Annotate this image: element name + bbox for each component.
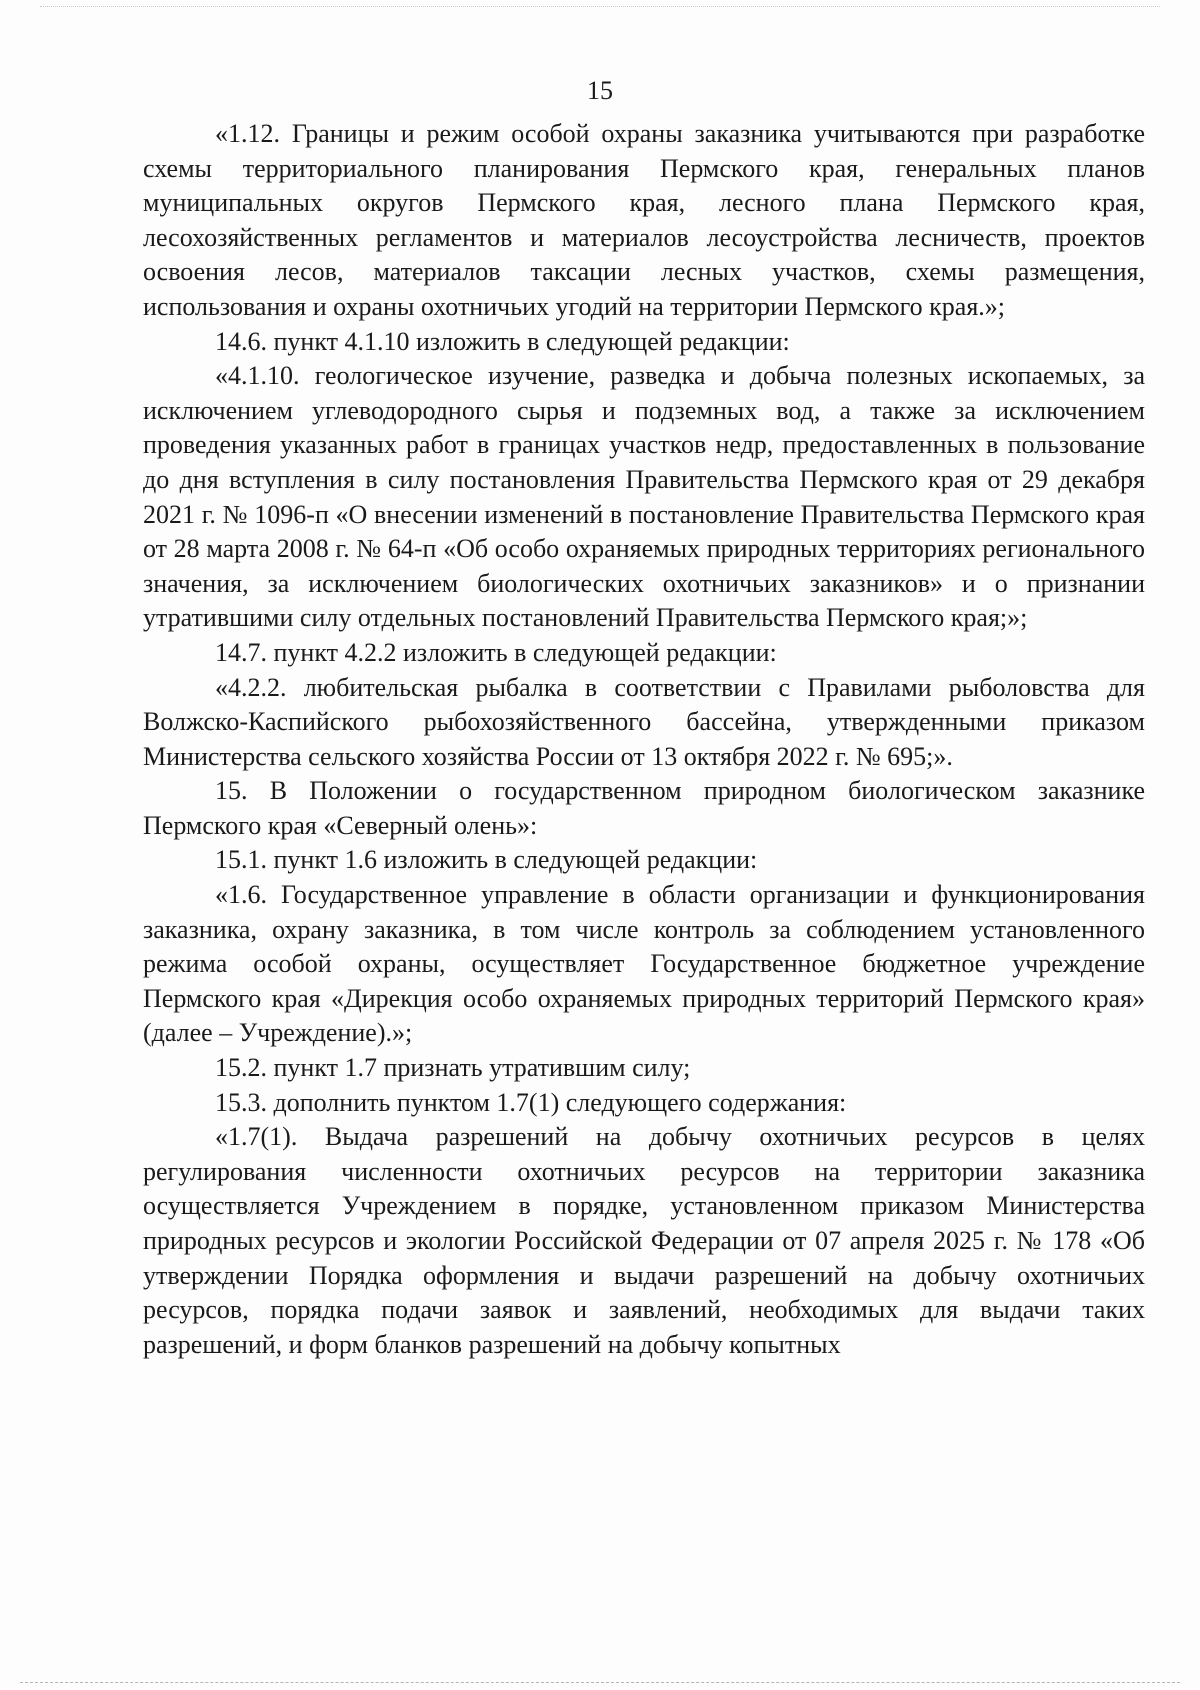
paragraph-4-1-10: «4.1.10. геологическое изучение, разведка и добыча полезных ископаемых, за исключением углеводородного сырья и подземных вод, а также за исключением проведения указанных работ в границах участков недр, предоставленных в пользование до дня вступления в силу постановления Правительства Пермского края от 29 декабря 2021 г. № 1096-п «О внесении изменений в постановление Правительства Пермского края от 28 марта 2008 г. № 64-п «Об особо охраняемых природных территориях регионального значения, за исключением биологических охотничьих заказников» и о признании утратившими силу отдельных постановлений Правительства Пермского края;»;: [143, 361, 1145, 633]
document-body: [143, 117, 1145, 1362]
paragraph-4-2-2: «4.2.2. любительская рыбалка в соответствии с Правилами рыболовства для Волжско-Каспийского рыбохозяйственного бассейна, утвержденными приказом Министерства сельского хозяйства России от 13 октября 2022 г. № 695;».: [143, 672, 1145, 771]
paragraph-15: 15. В Положении о государственном природном биологическом заказнике Пермского края «Северный олень»:: [143, 776, 1145, 840]
paragraph-15-3: 15.3. дополнить пунктом 1.7(1) следующего содержания:: [215, 1087, 847, 1117]
paragraph-15-1: 15.1. пункт 1.6 изложить в следующей редакции:: [215, 845, 758, 875]
paragraph-1-12-boundaries: «1.12. Границы и режим особой охраны заказника учитываются при разработке схемы территориального планирования Пермского края, генеральных планов муниципальных округов Пермского края, лесного плана Пермского края, лесохозяйственных регламентов и материалов лесоустройства лесничеств, проектов освоения лесов, материалов таксации лесных участков, схемы размещения, использования и охраны охотничьих угодий на территории Пермского края.»;: [143, 119, 1145, 321]
paragraph-1-7-1: «1.7(1). Выдача разрешений на добычу охотничьих ресурсов в целях регулирования численности охотничьих ресурсов на территории заказника осуществляется Учреждением в порядке, установленном приказом Министерства природных ресурсов и экологии Российской Федерации от 07 апреля 2025 г. № 178 «Об утверждении Порядка оформления и выдачи разрешений на добычу охотничьих ресурсов, порядка подачи заявок и заявлений, необходимых для выдачи таких разрешений, и форм бланков разрешений на добычу копытных: [143, 1122, 1145, 1359]
paragraph-15-2: 15.2. пункт 1.7 признать утратившим силу;: [215, 1053, 691, 1083]
scan-edge-bottom: [20, 1682, 1180, 1684]
paragraph-14-6: 14.6. пункт 4.1.10 изложить в следующей редакции:: [215, 326, 790, 356]
paragraph-1-6: «1.6. Государственное управление в области организации и функционирования заказника, охрану заказника, в том числе контроль за соблюдением установленного режима особой охраны, осуществляет Государственное бюджетное учреждение Пермского края «Дирекция особо охраняемых природных территорий Пермского края» (далее – Учреждение).»;: [143, 880, 1145, 1048]
scan-edge-top: [40, 6, 1160, 8]
page-number: 15: [587, 76, 613, 105]
paragraph-14-7: 14.7. пункт 4.2.2 изложить в следующей редакции:: [215, 637, 777, 667]
